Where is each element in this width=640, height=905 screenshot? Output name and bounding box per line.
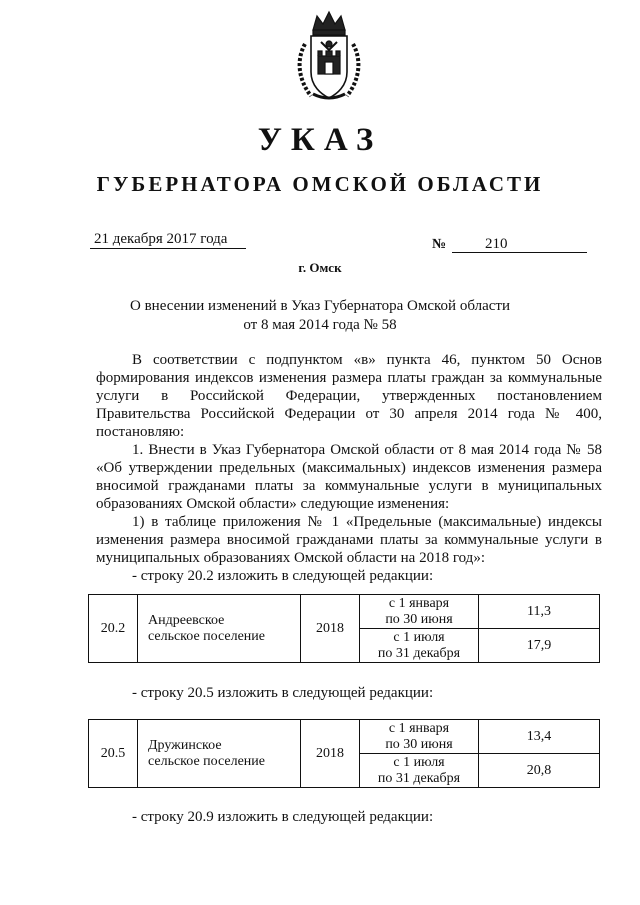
document-date: 21 декабря 2017 года [90, 230, 246, 249]
document-number: 210 [485, 236, 508, 252]
subject-line-2: от 8 мая 2014 года № 58 [243, 317, 397, 333]
body-paragraph-2: 1. Внести в Указ Губернатора Омской области от 8 мая 2014 года № 58 «Об утверждении предельных (максимальных) индексов изменения размера вносимой гражданами платы за коммунальные услуги в муниципальных образованиях Омской области» следующие изменения: [96, 442, 602, 512]
body-paragraph-1: В соответствии с подпунктом «в» пункта 46, пунктом 50 Основ формирования индексов изменения размера платы граждан за коммунальные услуги в Российской Федерации, утвержденных постановлением Правительства Российской Федерации от 30 апреля 2014 года № 400, постановляю: [96, 352, 602, 440]
period-2-cell [360, 754, 479, 788]
document-title: УКАЗ [257, 122, 383, 158]
index-value-1: 13,4 [479, 720, 600, 754]
document-body [96, 351, 602, 585]
table-row-20-2 [88, 594, 600, 663]
coat-of-arms-emblem [291, 6, 367, 106]
municipality-name-line-2: сельское поселение [148, 753, 265, 769]
period-1-start: с 1 января [388, 720, 450, 736]
index-value-1: 11,3 [479, 595, 600, 629]
document-subject [0, 297, 640, 335]
year-cell: 2018 [301, 595, 360, 663]
period-2-start: с 1 июля [393, 629, 445, 645]
period-2-start: с 1 июля [393, 754, 445, 770]
municipality-name [138, 595, 301, 663]
document-subtitle: ГУБЕРНАТОРА ОМСКОЙ ОБЛАСТИ [96, 172, 544, 196]
index-value-2: 20,8 [479, 754, 600, 788]
body-paragraph-3: 1) в таблице приложения № 1 «Предельные (максимальные) индексы изменения размера вносимой гражданами платы за коммунальные услуги в муниципальных образованиях Омской области на 2018 год»: [96, 514, 602, 566]
subject-line-1: О внесении изменений в Указ Губернатора Омской области [130, 298, 510, 314]
row-number: 20.2 [89, 595, 138, 663]
period-1-cell [360, 720, 479, 754]
period-2-cell [360, 629, 479, 663]
instruction-row-20-5: - строку 20.5 изложить в следующей редакции: [132, 685, 434, 701]
instruction-row-20-9: - строку 20.9 изложить в следующей редакции: [132, 809, 434, 825]
period-1-start: с 1 января [388, 595, 450, 611]
municipality-name [138, 720, 301, 788]
period-2-end: по 31 декабря [377, 770, 461, 786]
period-1-end: по 30 июня [385, 611, 453, 627]
municipality-name-line-1: Андреевское [148, 612, 225, 628]
number-label: № [432, 237, 447, 252]
municipality-name-line-1: Дружинское [148, 737, 222, 753]
period-1-end: по 30 июня [385, 736, 453, 752]
table-row-20-5 [88, 719, 600, 788]
period-1-cell [360, 595, 479, 629]
row-number: 20.5 [89, 720, 138, 788]
year-cell: 2018 [301, 720, 360, 788]
period-2-end: по 31 декабря [377, 645, 461, 661]
municipality-name-line-2: сельское поселение [148, 628, 265, 644]
body-paragraph-4: - строку 20.2 изложить в следующей редакции: [132, 568, 434, 584]
index-value-2: 17,9 [479, 629, 600, 663]
document-city: г. Омск [298, 260, 342, 275]
document-number-line [452, 236, 587, 253]
